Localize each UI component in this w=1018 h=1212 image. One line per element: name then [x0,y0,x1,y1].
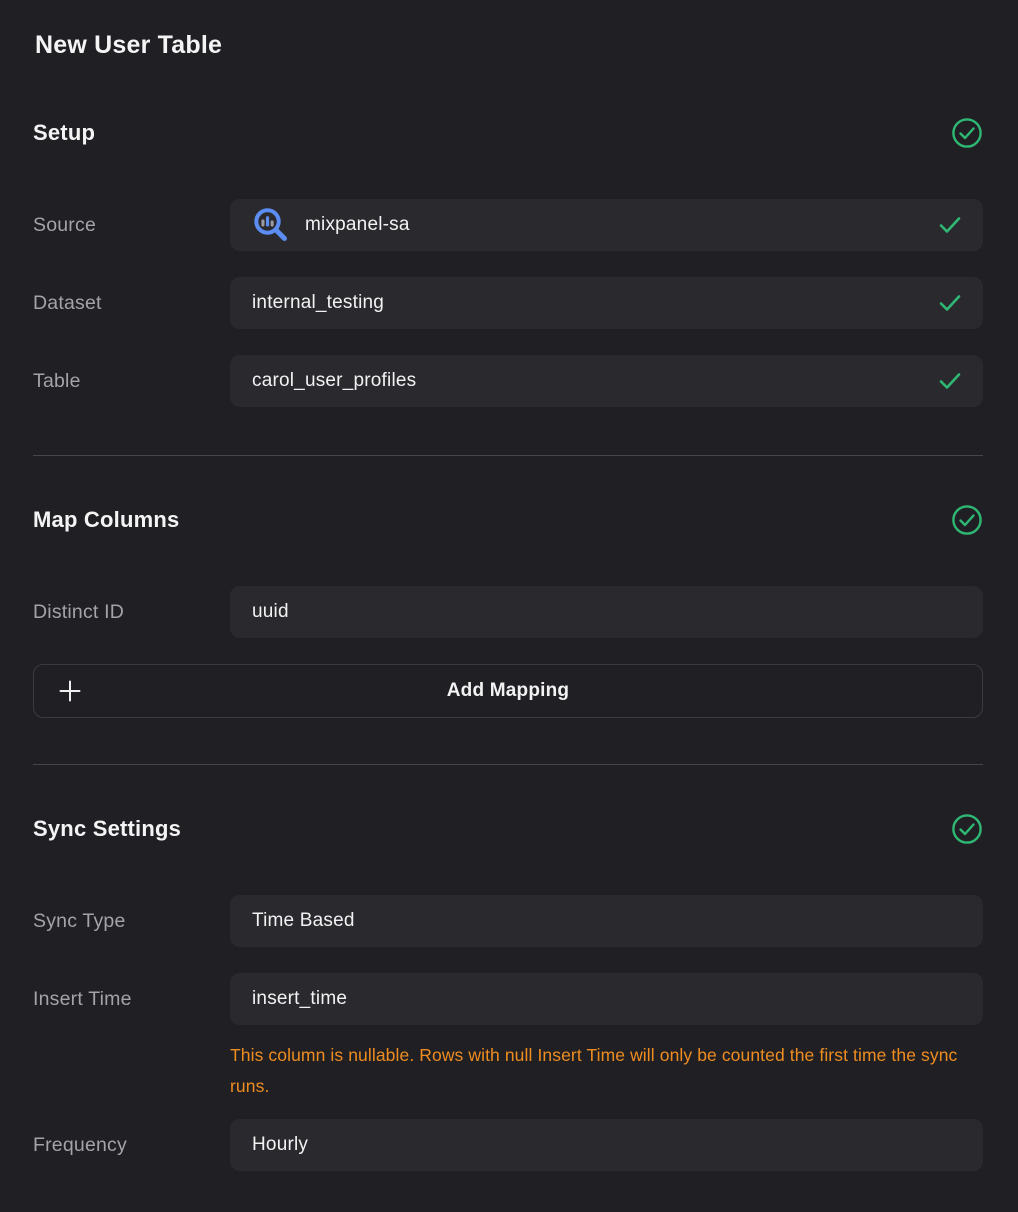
sync-settings-complete-check-circle-icon [951,813,983,845]
section-divider [33,764,983,765]
setup-complete-check-circle-icon [951,117,983,149]
insert-time-row [33,973,983,1025]
sync-type-select[interactable] [230,895,983,947]
source-value: mixpanel-sa [305,214,410,235]
table-row [33,355,983,407]
section-title-map-columns: Map Columns [33,507,180,532]
section-header-setup [33,118,983,148]
distinct-id-select[interactable] [230,586,983,638]
source-valid-check-icon [939,216,961,234]
frequency-value: Hourly [252,1134,309,1155]
distinct-id-label: Distinct ID [33,600,125,623]
insert-time-nullable-warning: This column is nullable. Rows with null Insert Time will only be counted the first time the sync runs. [230,1045,958,1096]
frequency-label: Frequency [33,1133,127,1156]
section-title-setup: Setup [33,120,96,145]
add-mapping-button[interactable] [33,664,983,718]
dataset-row [33,277,983,329]
plus-icon [59,680,81,702]
section-title-sync-settings: Sync Settings [33,816,182,841]
table-select[interactable] [230,355,983,407]
distinct-id-value: uuid [252,601,289,622]
section-divider [33,455,983,456]
bigquery-source-icon [252,206,290,244]
table-label: Table [33,369,81,392]
page-title: New User Table [35,31,223,59]
map-columns-complete-check-circle-icon [951,504,983,536]
distinct-id-row [33,586,983,638]
table-value: carol_user_profiles [252,370,417,391]
insert-time-label: Insert Time [33,987,132,1010]
frequency-select[interactable] [230,1119,983,1171]
section-header-map-columns [33,505,983,535]
dataset-valid-check-icon [939,294,961,312]
source-select[interactable] [230,199,983,251]
sync-type-label: Sync Type [33,909,126,932]
source-row [33,199,983,251]
insert-time-value: insert_time [252,988,348,1009]
section-header-sync-settings [33,814,983,844]
sync-type-value: Time Based [252,910,355,931]
source-label: Source [33,213,96,236]
insert-time-select[interactable] [230,973,983,1025]
dataset-select[interactable] [230,277,983,329]
dataset-label: Dataset [33,291,102,314]
frequency-row [33,1119,983,1171]
add-mapping-label: Add Mapping [446,680,570,701]
dataset-value: internal_testing [252,292,385,313]
sync-type-row [33,895,983,947]
table-valid-check-icon [939,372,961,390]
